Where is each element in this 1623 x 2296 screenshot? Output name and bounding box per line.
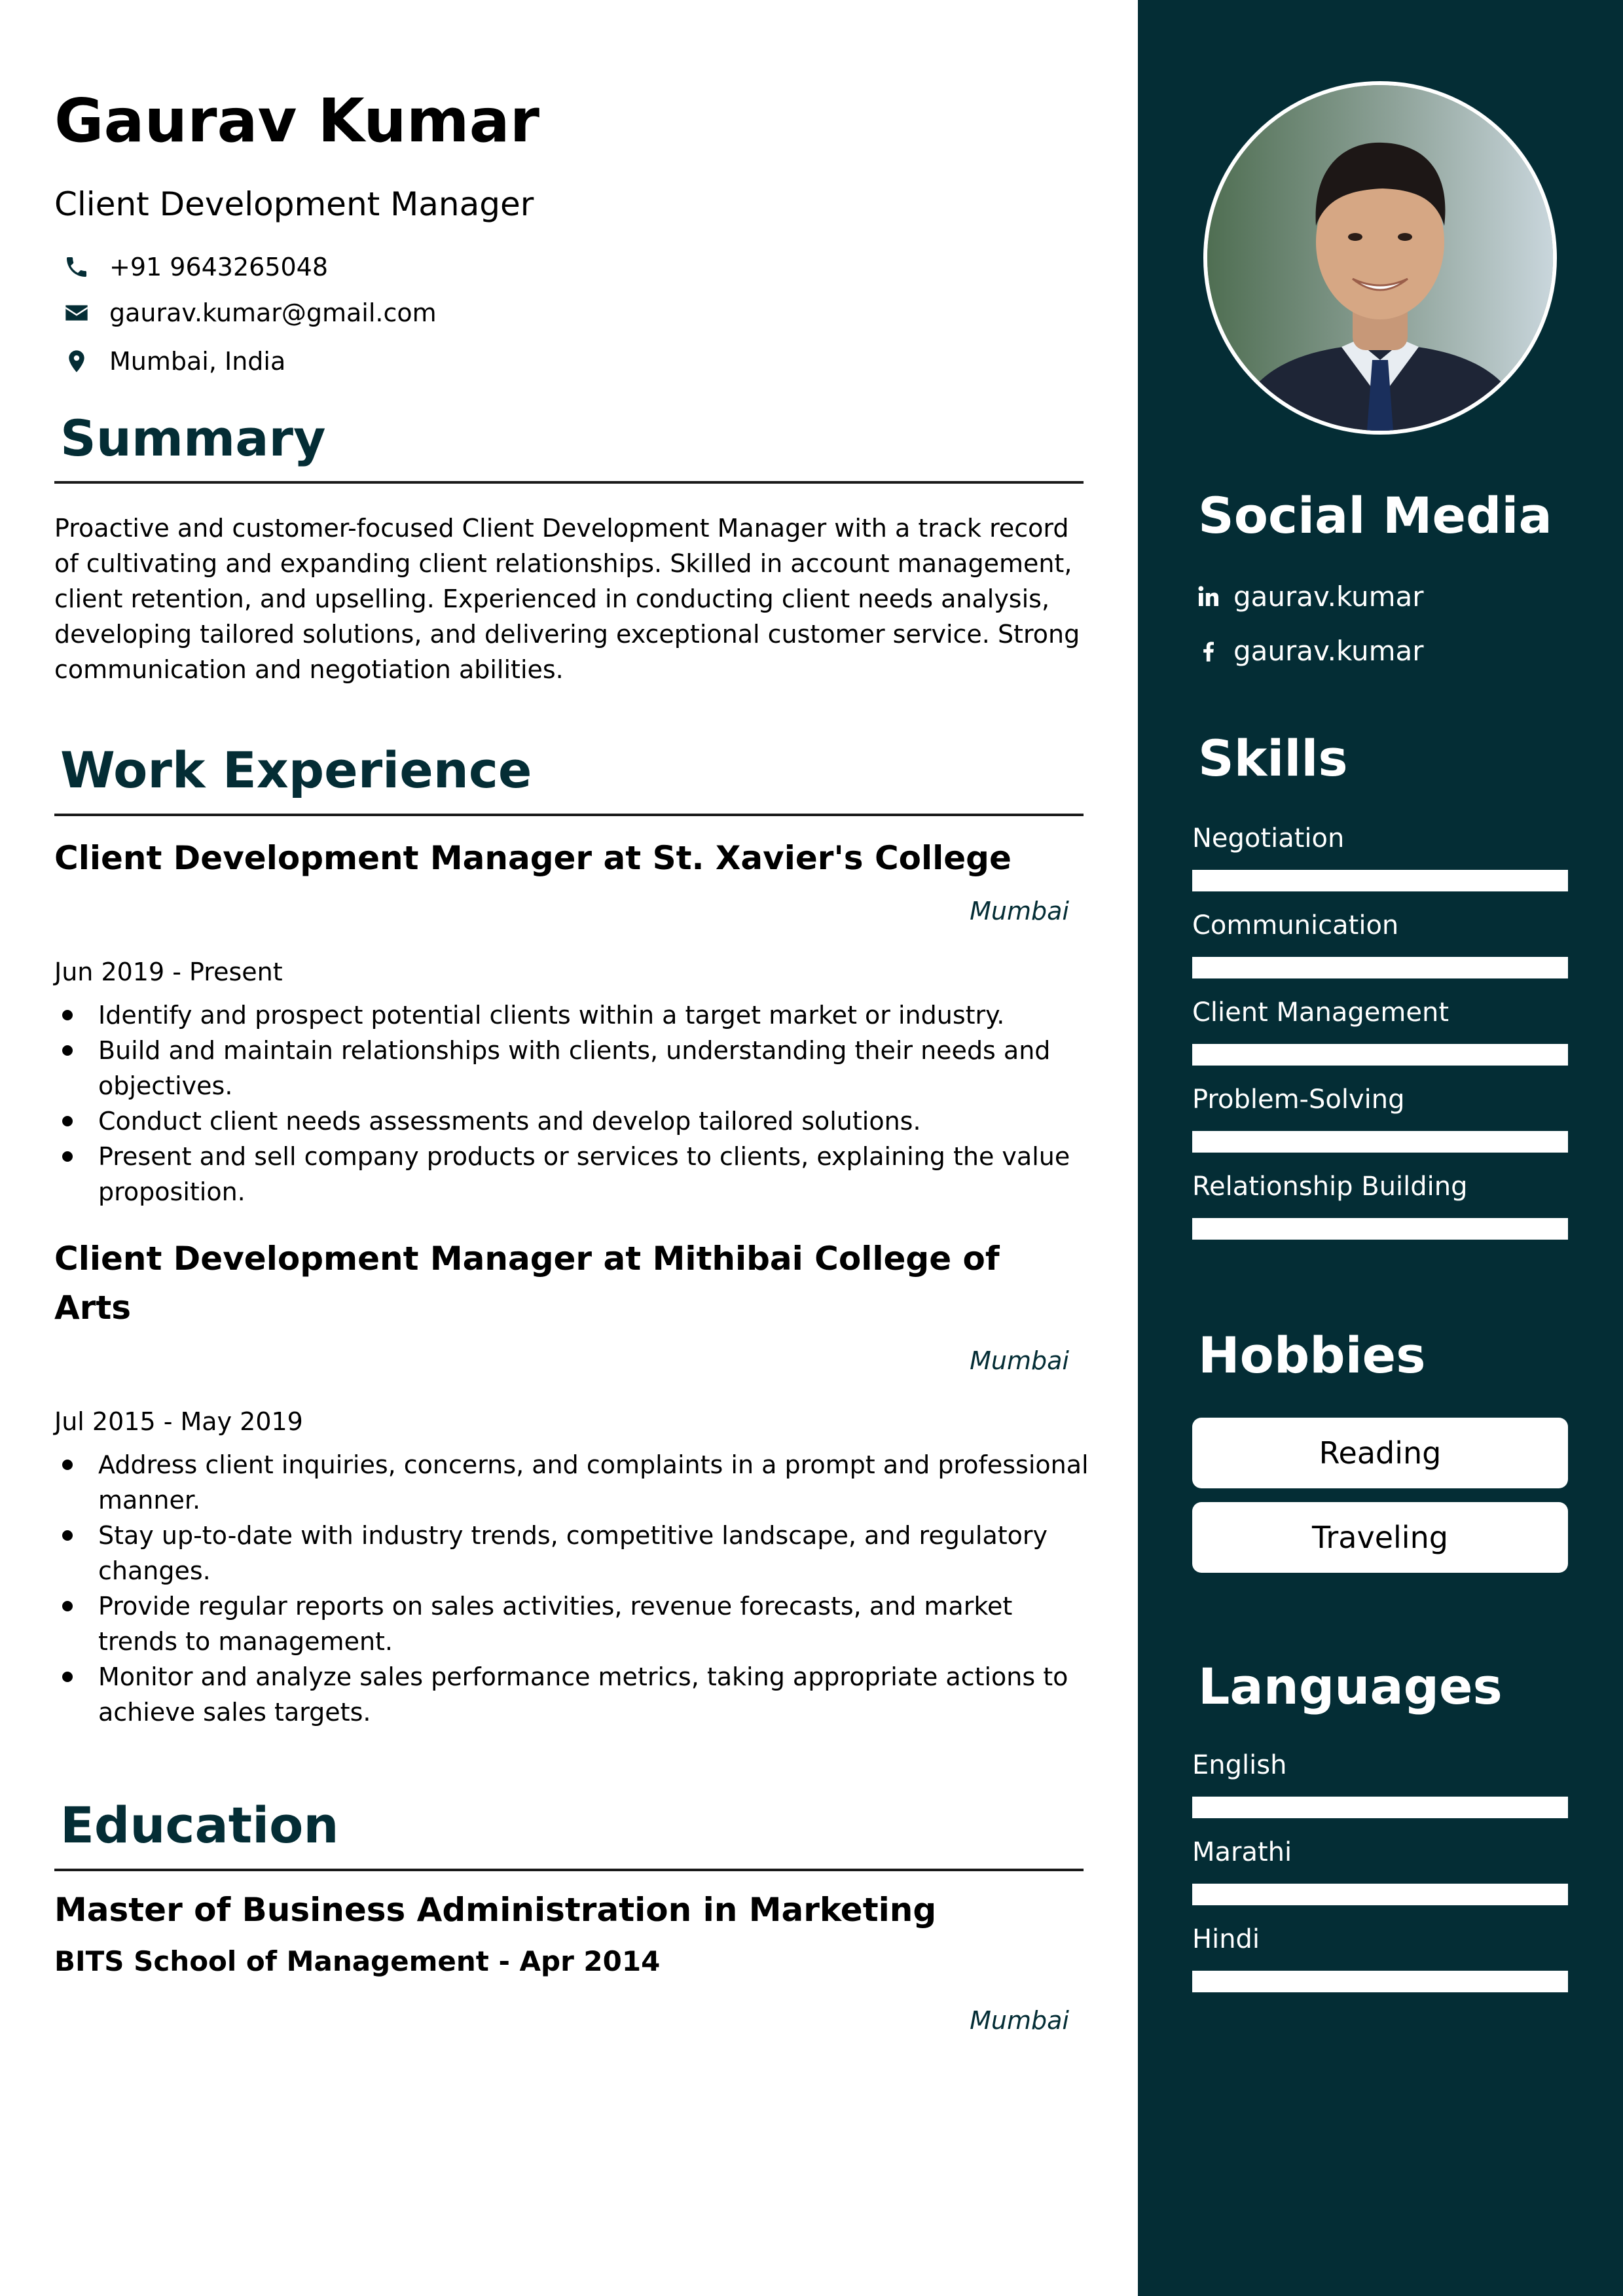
job-role: Client Development Manager xyxy=(54,839,593,877)
contact-location xyxy=(54,342,285,381)
social-facebook[interactable] xyxy=(1190,632,1424,669)
list-item: Present and sell company products or services to clients, explaining the value proposition. xyxy=(54,1139,1089,1210)
summary-divider xyxy=(54,481,1084,484)
contact-phone xyxy=(54,247,328,287)
skill-bar xyxy=(1192,870,1568,891)
education-degree: Master of Business Administration in Marketing xyxy=(54,1891,937,1929)
facebook-handle: gaurav.kumar xyxy=(1233,634,1424,667)
skill-bar xyxy=(1192,1131,1568,1153)
job-company: at St. Xavier's College xyxy=(603,839,1012,877)
social-linkedin[interactable] xyxy=(1190,578,1424,615)
education-school: BITS School of Management - Apr 2014 xyxy=(54,1945,661,1977)
hobby-item: Reading xyxy=(1192,1418,1568,1488)
list-item: Stay up-to-date with industry trends, competitive landscape, and regulatory changes. xyxy=(54,1518,1089,1588)
contact-email xyxy=(54,293,437,332)
summary-heading: Summary xyxy=(60,409,326,467)
job-dates: Jun 2019 - Present xyxy=(54,958,283,986)
language-bar-fill xyxy=(1192,1971,1568,1992)
linkedin-icon xyxy=(1190,578,1227,615)
language-bar xyxy=(1192,1971,1568,1992)
skill-bar xyxy=(1192,1044,1568,1066)
candidate-title: Client Development Manager xyxy=(54,185,534,223)
language-label: Marathi xyxy=(1192,1837,1292,1867)
job-company: at Mithibai College of Arts xyxy=(54,1240,1000,1327)
job-dates: Jul 2015 - May 2019 xyxy=(54,1407,303,1436)
language-label: Hindi xyxy=(1192,1924,1260,1954)
hobbies-heading: Hobbies xyxy=(1198,1326,1426,1384)
list-item: Identify and prospect potential clients within a target market or industry. xyxy=(54,997,1089,1033)
skill-label: Relationship Building xyxy=(1192,1172,1468,1202)
job-city: Mumbai xyxy=(970,1346,1069,1375)
skill-label: Communication xyxy=(1192,910,1399,941)
map-pin-icon xyxy=(54,342,100,381)
skills-heading: Skills xyxy=(1198,729,1348,787)
language-bar xyxy=(1192,1797,1568,1818)
languages-heading: Languages xyxy=(1198,1657,1503,1715)
facebook-icon xyxy=(1190,632,1227,669)
language-bar-fill xyxy=(1192,1884,1568,1905)
skill-bar-fill xyxy=(1192,870,1568,891)
contact-phone-text: +91 9643265048 xyxy=(109,253,329,281)
social-media-heading: Social Media xyxy=(1198,486,1552,545)
skill-bar xyxy=(1192,957,1568,978)
job-bullets xyxy=(54,1447,1089,1730)
phone-icon xyxy=(54,247,100,287)
hobby-item: Traveling xyxy=(1192,1502,1568,1573)
language-label: English xyxy=(1192,1750,1287,1780)
work-experience-heading: Work Experience xyxy=(60,741,532,799)
skill-bar-fill xyxy=(1192,957,1568,978)
candidate-name: Gaurav Kumar xyxy=(54,86,540,156)
skill-label: Problem-Solving xyxy=(1192,1085,1405,1115)
list-item: Monitor and analyze sales performance metrics, taking appropriate actions to achieve sales targets. xyxy=(54,1659,1089,1730)
skill-bar-fill xyxy=(1192,1131,1568,1153)
contact-email-text: gaurav.kumar@gmail.com xyxy=(109,298,437,327)
education-divider xyxy=(54,1869,1084,1871)
list-item: Provide regular reports on sales activities, revenue forecasts, and market trends to management. xyxy=(54,1588,1089,1659)
skill-bar xyxy=(1192,1218,1568,1240)
education-city: Mumbai xyxy=(970,2006,1069,2035)
language-bar-fill xyxy=(1192,1797,1568,1818)
job-role: Client Development Manager xyxy=(54,1240,593,1278)
contact-location-text: Mumbai, India xyxy=(109,347,286,376)
summary-text: Proactive and customer-focused Client Development Manager with a track record of cultivating and expanding client relationships. Skilled in account management, client retention, and upselling. Experienced in conducting client needs analysis, developing tailored solutions, and delivering exceptional customer service. Strong communication and negotiation abilities. xyxy=(54,514,1080,684)
linkedin-handle: gaurav.kumar xyxy=(1233,580,1424,613)
skill-bar-fill xyxy=(1192,1044,1568,1066)
skill-bar-fill xyxy=(1192,1218,1568,1240)
profile-photo xyxy=(1203,81,1557,435)
work-experience-divider xyxy=(54,814,1084,816)
list-item: Conduct client needs assessments and develop tailored solutions. xyxy=(54,1103,1089,1139)
language-bar xyxy=(1192,1884,1568,1905)
list-item: Address client inquiries, concerns, and complaints in a prompt and professional manner. xyxy=(54,1447,1089,1518)
skill-label: Client Management xyxy=(1192,997,1450,1028)
list-item: Build and maintain relationships with clients, understanding their needs and objectives. xyxy=(54,1033,1089,1103)
education-heading: Education xyxy=(60,1796,339,1854)
job-city: Mumbai xyxy=(970,897,1069,925)
skill-label: Negotiation xyxy=(1192,823,1345,853)
job-heading xyxy=(54,1234,1084,1333)
job-heading xyxy=(54,834,1084,883)
envelope-icon xyxy=(54,293,100,332)
job-bullets xyxy=(54,997,1089,1210)
